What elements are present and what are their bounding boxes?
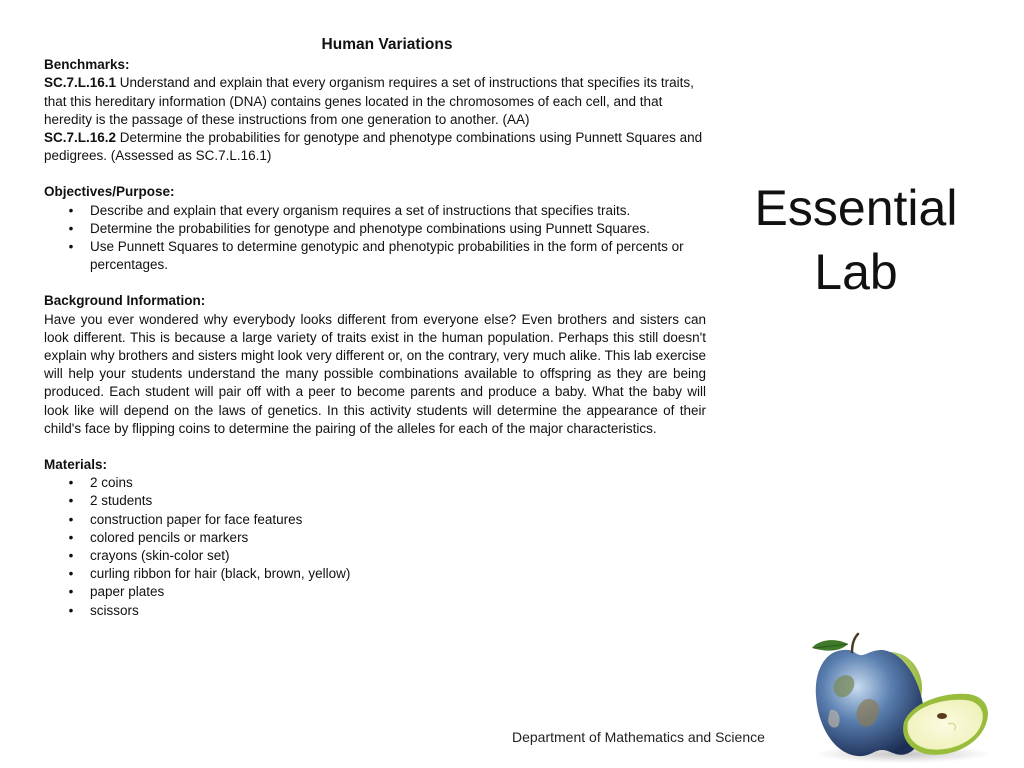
background-paragraph: Have you ever wondered why everybody looks different from everyone else? Even brothers and sisters can look different. This is because a large variety of traits exist in the human population. Perhaps this still doesn't explain why brothers and sisters might look very different or, on the contrary, very much alike. This lab exercise will help your students understand the many possible combinations available to offspring as they are being produced. Each student will pair off with a peer to become parents and produce a baby. What the baby will look like will depend on the laws of genetics. In this activity students will determine the appearance of their child's face by flipping coins to determine the pairing of the alleles for each of the major characteristics. [44,311,706,436]
bullet-icon: • [68,220,74,236]
list-item: • colored pencils or markers [44,529,706,547]
slide-title-line: Lab [814,244,898,300]
bullet-icon: • [68,548,74,564]
benchmark-text: Understand and explain that every organism requires a set of instructions that specifies its traits, that this hereditary information (DNA) contains genes located in the chromosomes of each cell, and that heredity is the passage of these instructions from one generation to another. (AA) [44,75,694,127]
list-item: • Describe and explain that every organism requires a set of instructions that specifies traits. [44,202,706,220]
bullet-icon: • [68,239,74,255]
background-heading: Background Information: [44,293,206,309]
bullet-icon: • [68,602,74,618]
bullet-icon: • [68,566,74,582]
slide-title-line: Essential [754,180,958,236]
slide-title [730,176,982,304]
bullet-icon: • [68,202,74,218]
list-item: • scissors [44,602,706,620]
benchmarks-heading: Benchmarks: [44,57,130,73]
benchmark-code: SC.7.L.16.1 [44,75,117,91]
benchmark-item [44,129,706,165]
list-item: • 2 students [44,492,706,510]
document-title: Human Variations [321,36,453,53]
lab-document [44,36,706,620]
materials-list [44,474,706,620]
bullet-icon: • [68,511,74,527]
list-item: • curling ribbon for hair (black, brown, yellow) [44,565,706,583]
list-item: • Determine the probabilities for genotype and phenotype combinations using Punnett Squares. [44,220,706,238]
list-item: • Use Punnett Squares to determine genotypic and phenotypic probabilities in the form of percents or percentages. [44,238,706,274]
earth-apple-icon [808,630,994,764]
benchmark-text: Determine the probabilities for genotype and phenotype combinations using Punnett Squares and pedigrees. (Assessed as SC.7.L.16.1) [44,130,703,164]
materials-heading: Materials: [44,457,108,473]
bullet-icon: • [68,475,74,491]
benchmark-item [44,74,706,129]
bullet-icon: • [68,584,74,600]
list-item: • paper plates [44,583,706,601]
bullet-icon: • [68,529,74,545]
benchmark-code: SC.7.L.16.2 [44,130,117,146]
list-item: • crayons (skin-color set) [44,547,706,565]
list-item: • 2 coins [44,474,706,492]
objectives-list [44,202,706,275]
objectives-heading: Objectives/Purpose: [44,184,175,200]
list-item: • construction paper for face features [44,511,706,529]
slide-footer: Department of Mathematics and Science [512,729,765,745]
bullet-icon: • [68,493,74,509]
